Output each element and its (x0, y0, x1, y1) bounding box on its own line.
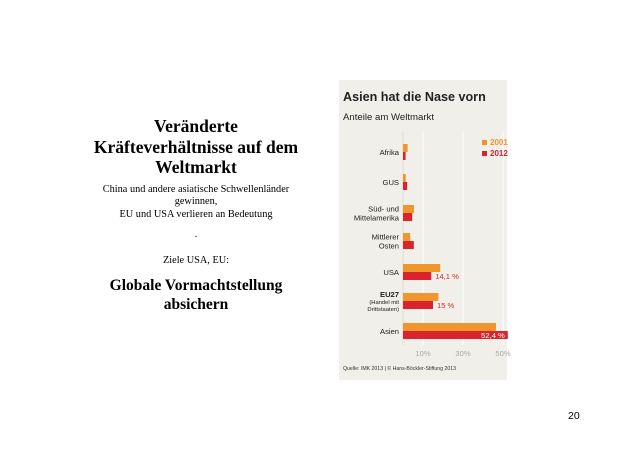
bar-2012 (403, 241, 414, 249)
bar-2001 (403, 264, 440, 272)
category-label: Afrika (379, 148, 399, 157)
data-label: 15 % (437, 301, 455, 310)
x-tick-label: 50% (495, 349, 511, 358)
category-label: Asien (380, 327, 399, 336)
category-label: Mittelamerika (353, 213, 399, 223)
category-label: USA (383, 268, 399, 277)
category-label: EU27 (380, 290, 399, 299)
bar-2012 (403, 182, 407, 190)
goals-label: Ziele USA, EU: (162, 255, 230, 266)
bar-2012 (403, 301, 433, 309)
chart-source: Quelle: IMK 2013 | © Hans-Böckler-Stiftung 2013 (343, 366, 457, 372)
chart-subtitle: Anteile am Weltmarkt (343, 112, 434, 123)
data-label: 14,1 % (435, 272, 459, 281)
body-line: China und andere asiatische Schwellenländer (102, 183, 290, 195)
bar-2001 (403, 144, 408, 152)
legend-label: 2001 (490, 138, 508, 147)
body-line: EU und USA verlieren an Bedeutung (119, 208, 273, 220)
strapline-line: Globale Vormachtstellung (109, 277, 283, 294)
legend-swatch (482, 140, 487, 145)
x-tick-label: 30% (455, 349, 471, 358)
bar-2001 (403, 323, 496, 331)
bar-2001 (403, 293, 438, 301)
category-label: Mittlerer (371, 232, 399, 242)
slide-title-line: Veränderte (154, 116, 238, 136)
legend-label: 2012 (490, 149, 508, 158)
bar-2012 (403, 213, 412, 221)
category-label: GUS (382, 178, 399, 187)
legend-swatch (482, 151, 487, 156)
dot-separator: . (194, 229, 198, 240)
data-label: 52,4 % (481, 331, 505, 340)
body-line: gewinnen, (174, 196, 218, 207)
strapline-line: absichern (163, 295, 229, 313)
bar-2001 (403, 174, 406, 182)
chart-title: Asien hat die Nase vorn (343, 90, 486, 104)
bar-2001 (403, 233, 410, 241)
slide-title-line: Weltmarkt (155, 157, 237, 177)
bar-2012 (403, 272, 431, 280)
category-label: Osten (378, 241, 399, 251)
bar-2001 (403, 205, 414, 213)
slide-title-line: Kräfteverhältnisse auf dem (93, 136, 299, 157)
category-label: Drittstaaten) (367, 307, 399, 313)
category-label: (Handel mit (369, 300, 399, 306)
category-label: Süd- und (368, 204, 399, 214)
page-number: 20 (568, 410, 580, 422)
x-tick-label: 10% (415, 349, 431, 358)
bar-2012 (403, 152, 406, 160)
